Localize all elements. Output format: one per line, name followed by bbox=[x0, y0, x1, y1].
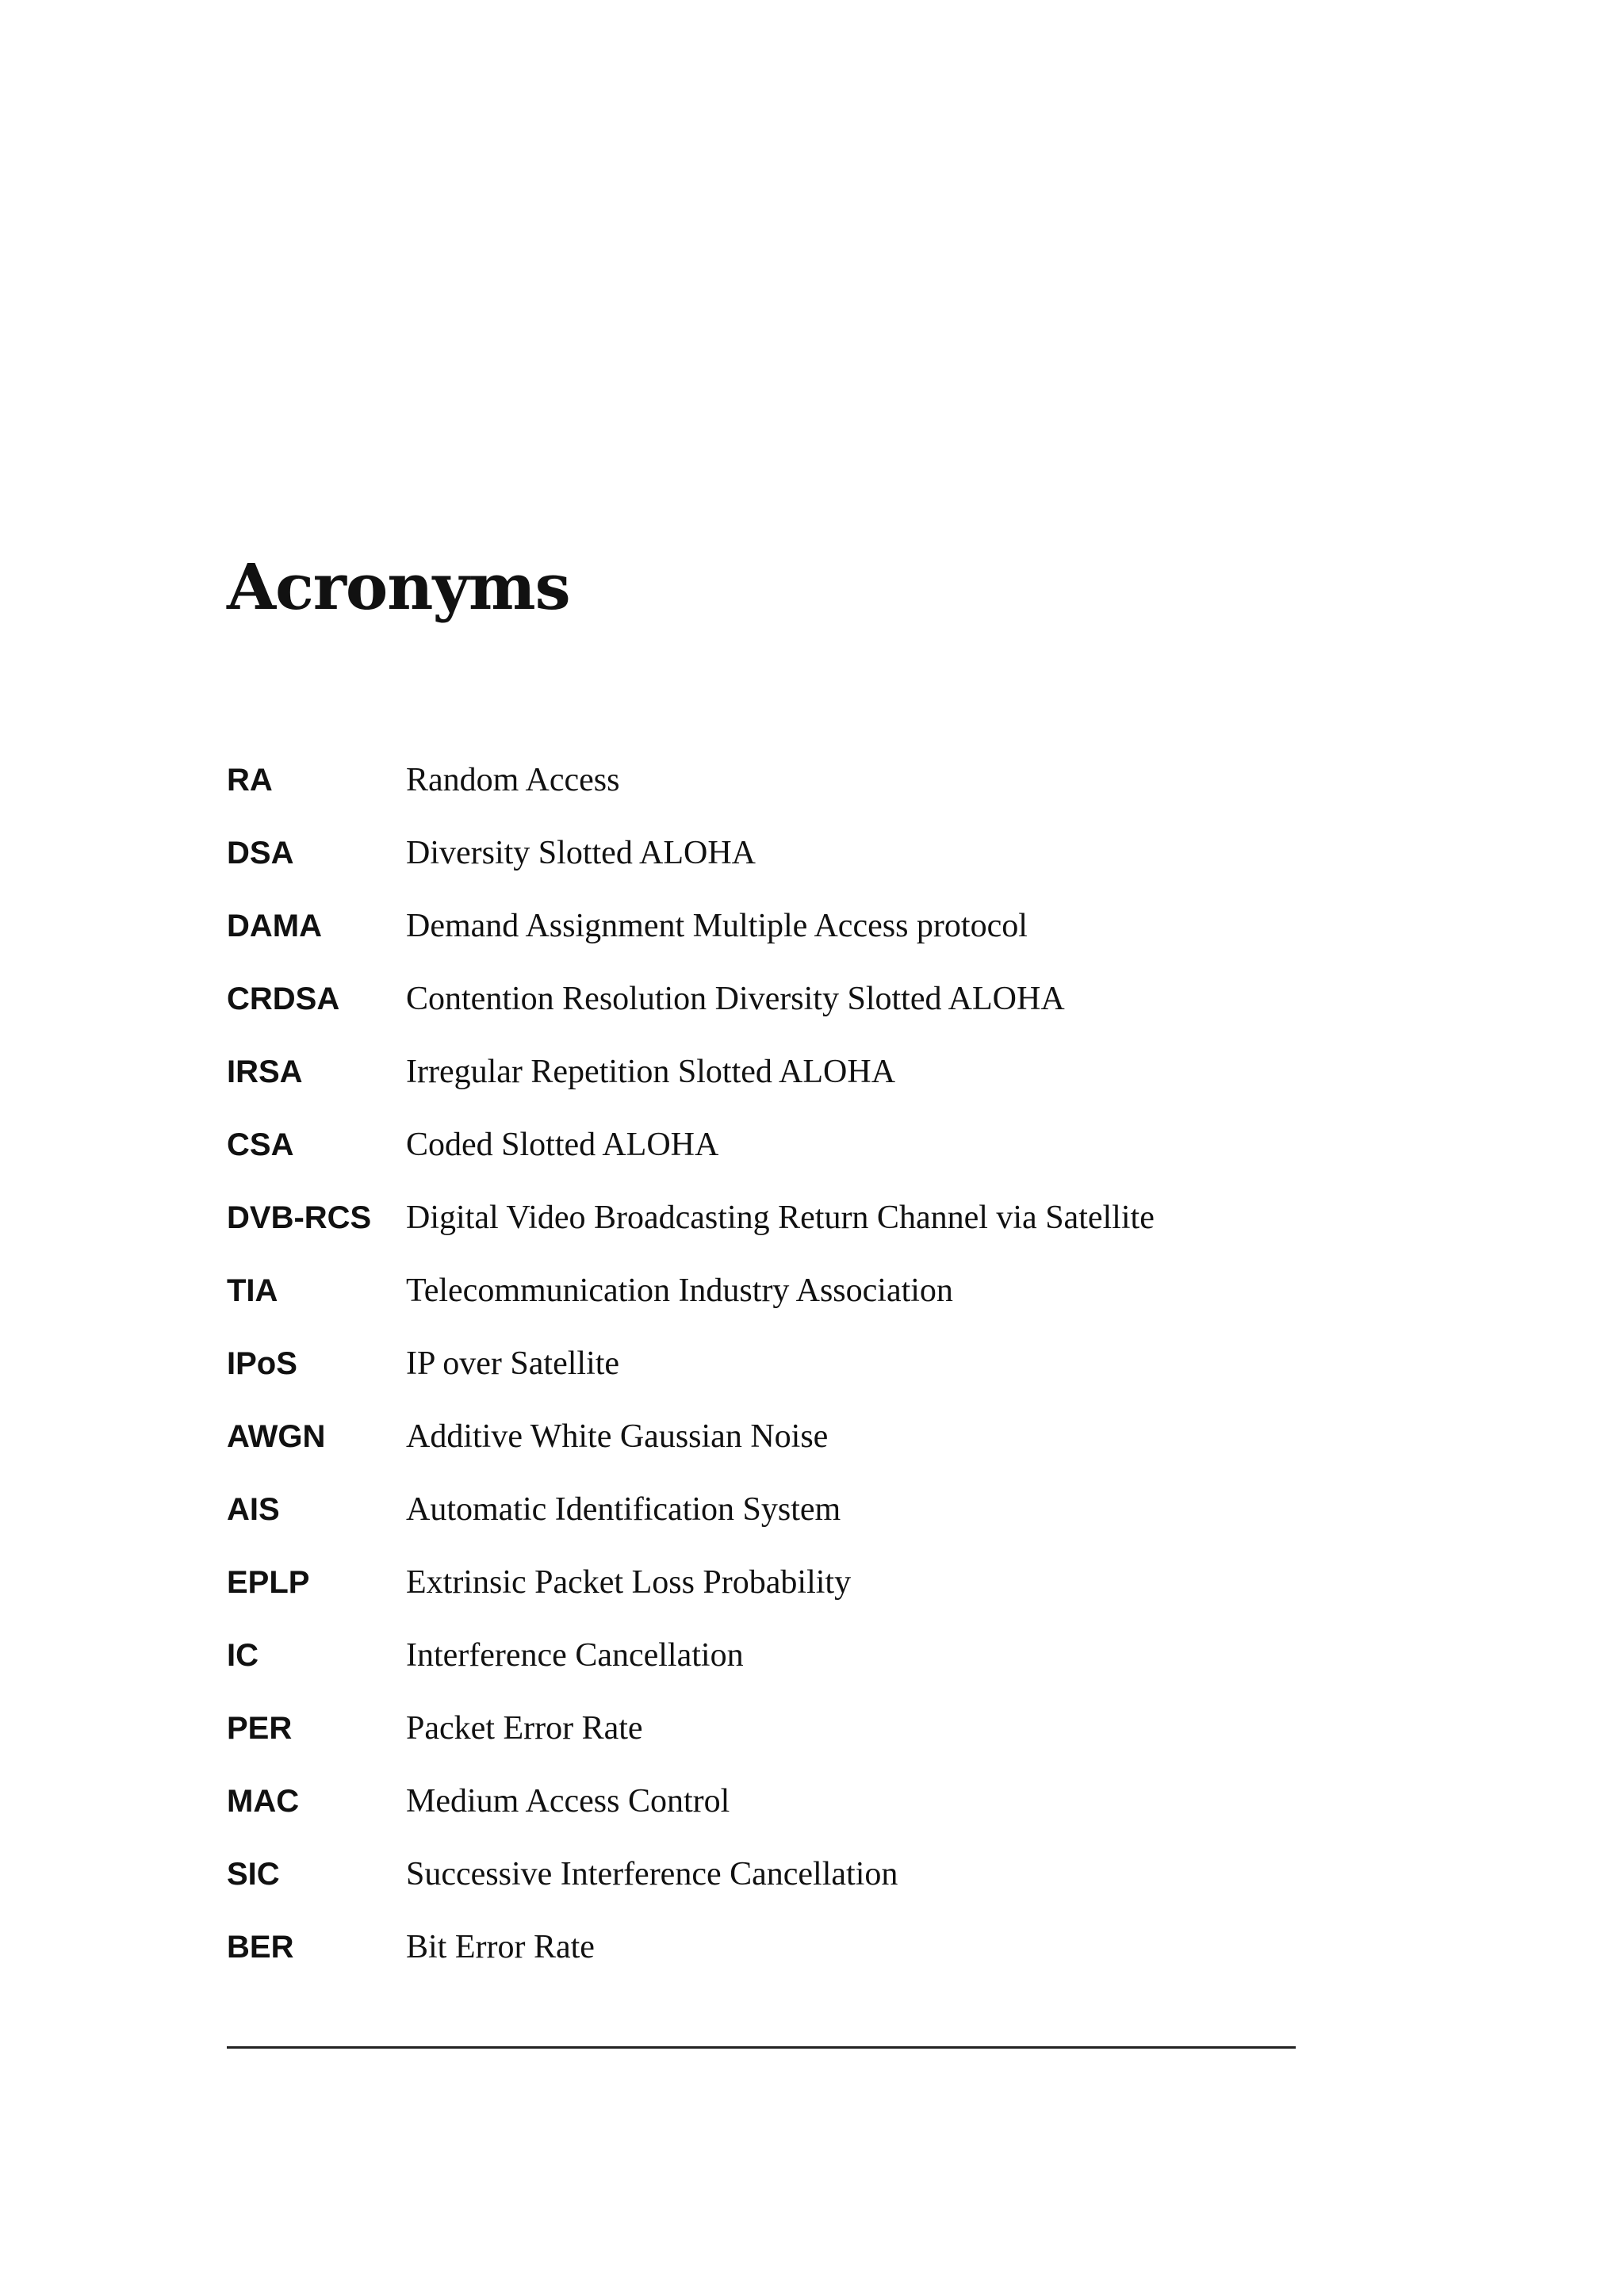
acronym-definition: Bit Error Rate bbox=[406, 1929, 595, 1965]
acronym-definition: Interference Cancellation bbox=[406, 1637, 744, 1674]
acronym-abbreviation: DVB-RCS bbox=[227, 1200, 372, 1235]
acronym-row bbox=[227, 962, 1337, 1035]
acronym-definition: Digital Video Broadcasting Return Channel via Satellite bbox=[406, 1200, 1155, 1236]
acronym-definition: Additive White Gaussian Noise bbox=[406, 1418, 829, 1455]
acronym-abbreviation: IRSA bbox=[227, 1054, 303, 1089]
acronym-definition: Contention Resolution Diversity Slotted ALOHA bbox=[406, 981, 1065, 1017]
acronym-definition: Successive Interference Cancellation bbox=[406, 1856, 898, 1892]
acronym-row bbox=[227, 1546, 1337, 1619]
acronym-row bbox=[227, 744, 1337, 817]
acronym-row bbox=[227, 1619, 1337, 1692]
acronym-abbreviation: MAC bbox=[227, 1783, 300, 1819]
acronym-abbreviation: CRDSA bbox=[227, 981, 340, 1016]
acronym-row bbox=[227, 817, 1337, 890]
acronym-definition: Packet Error Rate bbox=[406, 1710, 643, 1747]
acronym-definition: Coded Slotted ALOHA bbox=[406, 1127, 719, 1163]
acronym-abbreviation: EPLP bbox=[227, 1564, 310, 1600]
acronym-row bbox=[227, 1692, 1337, 1765]
acronym-abbreviation: AWGN bbox=[227, 1418, 326, 1454]
acronym-abbreviation: IC bbox=[227, 1637, 259, 1673]
acronym-definition: Medium Access Control bbox=[406, 1783, 730, 1820]
acronym-row bbox=[227, 1838, 1337, 1911]
acronym-list bbox=[227, 744, 1337, 1984]
acronym-definition: Demand Assignment Multiple Access protocol bbox=[406, 908, 1028, 944]
footnote-rule bbox=[227, 2046, 1296, 2049]
acronym-abbreviation: RA bbox=[227, 762, 273, 798]
acronym-abbreviation: TIA bbox=[227, 1272, 278, 1308]
acronym-definition: Random Access bbox=[406, 762, 620, 798]
acronym-definition: Diversity Slotted ALOHA bbox=[406, 835, 756, 871]
acronym-definition: Extrinsic Packet Loss Probability bbox=[406, 1564, 852, 1601]
acronym-abbreviation: CSA bbox=[227, 1127, 294, 1162]
acronym-abbreviation: PER bbox=[227, 1710, 293, 1746]
acronym-abbreviation: DSA bbox=[227, 835, 294, 871]
acronym-row bbox=[227, 890, 1337, 962]
acronym-row bbox=[227, 1254, 1337, 1327]
acronym-definition: IP over Satellite bbox=[406, 1345, 620, 1382]
acronym-row bbox=[227, 1327, 1337, 1400]
acronym-row bbox=[227, 1473, 1337, 1546]
acronym-row bbox=[227, 1400, 1337, 1473]
acronym-row bbox=[227, 1911, 1337, 1984]
page-title: Acronyms bbox=[227, 549, 570, 624]
acronym-row bbox=[227, 1035, 1337, 1108]
acronym-definition: Telecommunication Industry Association bbox=[406, 1272, 953, 1309]
acronym-row bbox=[227, 1181, 1337, 1254]
acronym-definition: Irregular Repetition Slotted ALOHA bbox=[406, 1054, 896, 1090]
acronym-abbreviation: DAMA bbox=[227, 908, 322, 943]
acronym-abbreviation: SIC bbox=[227, 1856, 280, 1892]
acronym-abbreviation: IPoS bbox=[227, 1345, 297, 1381]
acronym-abbreviation: BER bbox=[227, 1929, 294, 1965]
acronym-abbreviation: AIS bbox=[227, 1491, 280, 1527]
acronym-definition: Automatic Identification System bbox=[406, 1491, 841, 1528]
acronym-row bbox=[227, 1765, 1337, 1838]
acronym-row bbox=[227, 1108, 1337, 1181]
